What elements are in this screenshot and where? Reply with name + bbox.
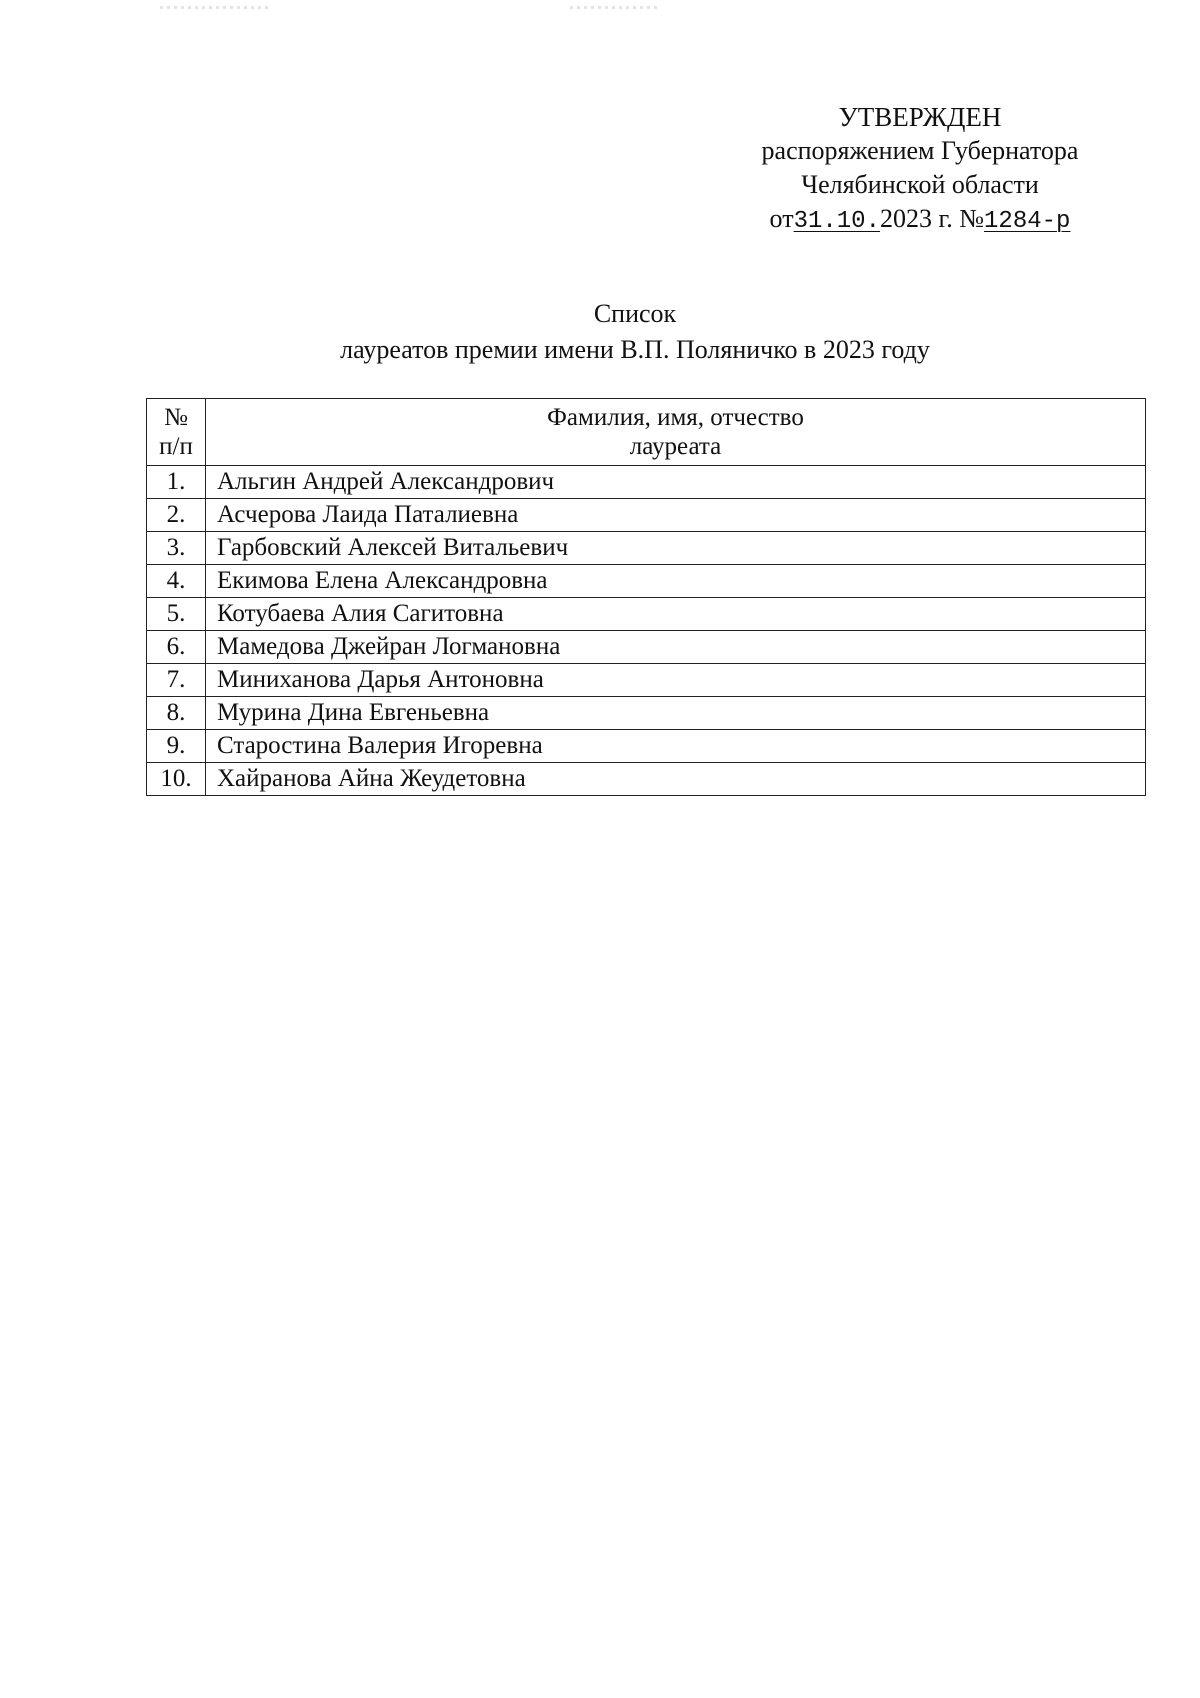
row-number: 6. bbox=[147, 631, 206, 664]
approval-title: УТВЕРЖДЕН bbox=[838, 102, 1002, 132]
header-name-line-1: Фамилия, имя, отчество bbox=[547, 404, 804, 431]
table-row bbox=[147, 697, 1146, 730]
heading-line-2: лауреатов премии имени В.П. Поляничко в 2023 году bbox=[340, 335, 930, 364]
heading-line-1: Список bbox=[593, 299, 677, 328]
row-name: Мурина Дина Евгеньевна bbox=[206, 697, 1146, 730]
row-number: 8. bbox=[147, 697, 206, 730]
header-number bbox=[147, 399, 206, 466]
row-number: 2. bbox=[147, 499, 206, 532]
year-suffix: 2023 г. № bbox=[879, 204, 985, 233]
approval-stamp bbox=[700, 100, 1140, 239]
row-name: Альгин Андрей Александрович bbox=[206, 466, 1146, 499]
table-row bbox=[147, 664, 1146, 697]
row-number: 5. bbox=[147, 598, 206, 631]
laureates-table bbox=[146, 398, 1146, 796]
row-name: Гарбовский Алексей Витальевич bbox=[206, 532, 1146, 565]
document-heading bbox=[120, 296, 1150, 368]
row-name: Асчерова Лаида Паталиевна bbox=[206, 499, 1146, 532]
table-row bbox=[147, 499, 1146, 532]
row-name: Старостина Валерия Игоревна bbox=[206, 730, 1146, 763]
date-prefix: от bbox=[769, 204, 794, 233]
row-name: Хайранова Айна Жеудетовна bbox=[206, 763, 1146, 796]
approval-date-line bbox=[700, 202, 1140, 239]
row-number: 7. bbox=[147, 664, 206, 697]
header-name bbox=[206, 399, 1146, 466]
approval-number: 1284-р bbox=[984, 208, 1071, 235]
approval-line-2: Челябинской области bbox=[801, 170, 1039, 199]
row-name: Мамедова Джейран Логмановна bbox=[206, 631, 1146, 664]
header-number-line-2: п/п bbox=[159, 433, 193, 460]
header-number-line-1: № bbox=[164, 404, 188, 431]
row-name: Екимова Елена Александровна bbox=[206, 565, 1146, 598]
row-number: 10. bbox=[147, 763, 206, 796]
scan-artifact-right bbox=[570, 6, 660, 9]
table-row bbox=[147, 730, 1146, 763]
row-name: Котубаева Алия Сагитовна bbox=[206, 598, 1146, 631]
row-number: 3. bbox=[147, 532, 206, 565]
scan-artifact-left bbox=[160, 6, 270, 9]
table-row bbox=[147, 532, 1146, 565]
row-number: 4. bbox=[147, 565, 206, 598]
row-number: 9. bbox=[147, 730, 206, 763]
table-row bbox=[147, 763, 1146, 796]
table-row bbox=[147, 631, 1146, 664]
table-header-row bbox=[147, 399, 1146, 466]
row-number: 1. bbox=[147, 466, 206, 499]
approval-line-1: распоряжением Губернатора bbox=[761, 136, 1079, 165]
table-row bbox=[147, 598, 1146, 631]
table-row bbox=[147, 466, 1146, 499]
header-name-line-2: лауреата bbox=[629, 433, 722, 460]
approval-date: 31.10. bbox=[793, 208, 880, 235]
row-name: Миниханова Дарья Антоновна bbox=[206, 664, 1146, 697]
table-row bbox=[147, 565, 1146, 598]
